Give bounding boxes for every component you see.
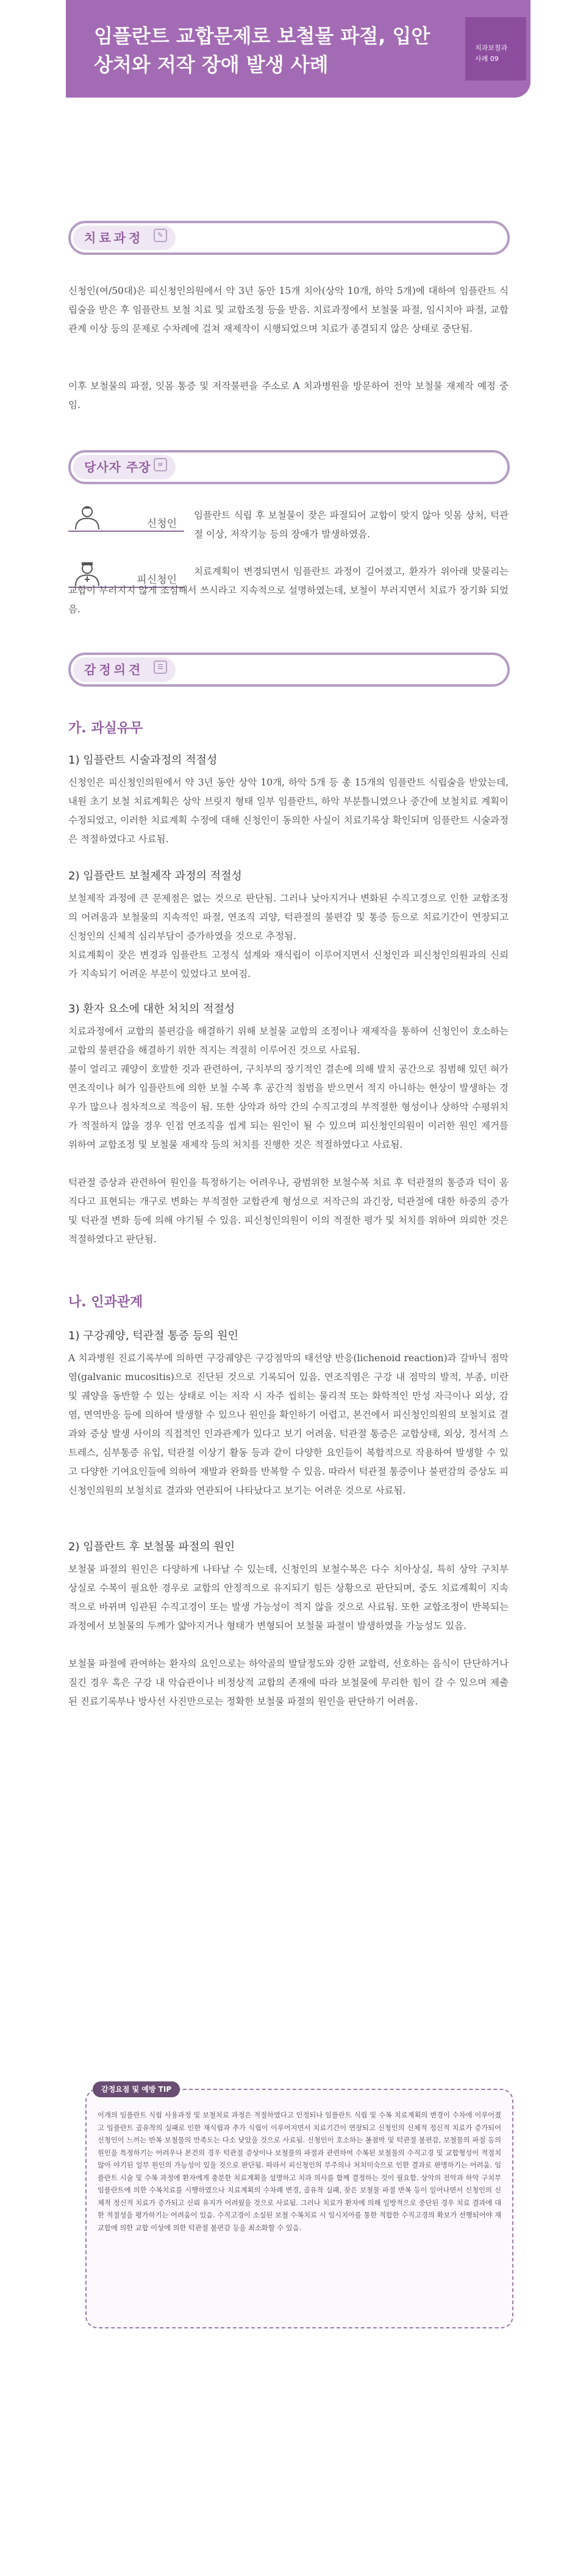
opinion-subheading: 1) 임플란트 시술과정의 적절성 — [68, 754, 218, 767]
applicant-claim: 임플란트 식립 후 보철물이 잦은 파절되어 교합이 맞지 않아 잇몸 상처, 턱관절 이상, 저작기능 등의 장애가 발생하였음. — [194, 510, 509, 540]
opinion-paragraph: 보철물 파절의 원인은 다양하게 나타날 수 있는데, 신청인의 보철수복은 다수 치아상실, 특히 상악 구치부 상실로 수복이 필요한 경우로 교합의 안정적으로 유지되기 힘든 상황으로 판단되며, 중도 치료계획이 지속적으로 바뀌며 임관된 수직고경이 또는 발생 가능성이 적지 않을 것으로 사료됨. 또한 교합조정이 반복되는 과정에서 보철물의 두께가 얇아지거나 형태가 변형되어 보철물 파절이 발생하였을 가능성도 있음. — [68, 1564, 509, 1631]
section-header-opinion — [68, 653, 510, 687]
respondent-claim: 치료계획이 변경되면서 임플란트 과정이 길어졌고, 환자가 위아래 맞물리는 교합이 부러지지 않게 조심해서 쓰시라고 지속적으로 설명하였는데, 보철이 부러지면서 치료가 장기화 되었음. — [68, 566, 509, 615]
chat-icon: ✎ — [154, 229, 167, 242]
document-icon: ≡ — [154, 458, 167, 471]
section-title: 감정의견 — [84, 662, 144, 677]
opinion-paragraph: 신청인은 피신청인의원에서 약 3년 동안 상악 10개, 하악 5개 등 총 15개의 임플란트 식립술을 받았는데, 내원 초기 보철 치료계획은 상악 브릿지 형태 일부 임플란트, 하악 부분틀니였으나 중간에 보철치료 계획이 수정되었고, 이러한 치료계획 수정에 대해 신청인이 동의한 사실이 치료기록상 확인되며 임플란트 시술과정은 적절하였다고 사료됨. — [68, 777, 509, 845]
opinion-paragraph: 치료과정에서 교합의 불편감을 해결하기 위해 보철물 교합의 조정이나 재제작을 통하여 신청인이 호소하는 교합의 불편감을 해결하기 위한 적지는 적절히 이루어진 것으로 사료됨. — [68, 1026, 509, 1056]
opinion-subheading: 2) 임플란트 후 보철물 파절의 원인 — [68, 1540, 235, 1553]
applicant-icon — [72, 505, 102, 531]
opinion-subheading: 2) 임플란트 보철제작 과정의 적절성 — [68, 870, 242, 882]
opinion-heading-na: 나. 인과관계 — [68, 1295, 143, 1310]
section-title: 치료과정 — [84, 231, 144, 245]
respondent-label: 피신청인 — [137, 574, 177, 586]
opinion-paragraph: 턱관절 증상과 관련하여 원인을 특정하기는 어려우나, 광범위한 보철수복 치료 후 턱관절의 통증과 턱이 움직다고 표현되는 개구로 변화는 부적절한 교합관계 형성으로 저작근의 과긴장, 턱관절에 대한 하중의 증가 및 턱관절 변화 등에 의해 야기될 수 있음. 피신청인의원이 이의 적절한 평가 및 처치를 위하여 의뢰한 것은 적절하였다고 판단됨. — [68, 1177, 509, 1245]
page-title: 임플란트 교합문제로 보철물 파절, 입안 상처와 저작 장애 발생 사례 — [94, 24, 430, 76]
case-number: 사례 09 — [475, 55, 499, 63]
tip-box — [85, 2085, 513, 2328]
divider — [68, 531, 184, 532]
list-icon: ☰ — [154, 660, 167, 674]
section-header-claims — [68, 450, 510, 484]
opinion-paragraph: 불이 얼리고 궤양이 호발한 것과 관련하여, 구치부의 장기적인 결손에 의해 발치 공간으로 침범해 있던 혀가 연조직이나 혀가 임플란트에 의한 보철 수복 후 공간적 침범을 받으면서 적지 아니하는 현상이 발생하는 경우가 많으나 점차적으로 적응이 됨. 또한 상악과 하악 간의 수직고경의 부적절한 형성이나 상하악 수평위치가 적절하지 않을 경우 인접 연조직을 씹게 되는 원인이 될 수 있으며 피신청인의원이 이러한 원인 제거를 위하여 교합조정 및 보철물 재제작 등의 처치를 진행한 것은 적절하였다고 사료됨. — [68, 1064, 509, 1150]
opinion-paragraph: 치료계획이 잦은 변경과 임플란트 고정식 설계와 재식립이 이루어지면서 신청인과 피신청인의원과의 신뢰가 지속되기 어려운 부분이 있었다고 보여짐. — [68, 950, 509, 979]
treatment-paragraph-2: 이후 보철물의 파절, 잇몸 통증 및 저작불편을 주소로 A 치과병원을 방문하여 전악 보철물 재제작 예정 중임. — [68, 381, 509, 410]
header-banner — [66, 0, 530, 98]
opinion-paragraph: 보철제작 과정에 큰 문제점은 없는 것으로 판단됨. 그러나 낮아지거나 변화된 수직고경으로 인한 교합조정의 어려움과 보철물의 지속적인 파절, 연조직 괴양, 턱관절의 불편감 및 통증 등으로 치료기간이 연장되고 신청인의 신체적 심리부담이 증가하였을 것으로 추정됨. — [68, 893, 509, 942]
tip-text: 이개의 임플란트 식립 사용과정 및 보철치료 과정은 적절하였다고 인정되나 임플란트 식립 및 수복 치료계획의 변경이 수차에 이루어졌고 임플란트 골유착의 실패로 인한 재식립과 추가 식립이 이루어지면서 치료기간이 연장되고 신청인의 신체적 정신적 치료가 증가되어 신청인이 느끼는 반복 보철물의 만족도는 다소 낮았을 것으로 사료됨. 신청인이 호소하는 볼점막 및 턱관절 불편감, 보철물의 파절 등의 원인을 특정하기는 어려우나 본건의 경우 턱관절 증상이나 보철물의 파절과 관련하여 수복된 보철물의 수직고경 및 교합형성이 적절치 않아 야기된 일부 원인의 가능성이 있을 것으로 판단됨. 따라서 피신청인의 부주의나 처치미숙으로 인한 결과로 판명하기는 어려움. 임플란트 시술 및 수복 과정에 환자에게 충분한 치료계획을 설명하고 치과 의사를 함께 결정하는 것이 필요함. 상악의 전악과 하악 구치부 임플란트에 의한 수복치료를 시행하였으나 치료계획의 수차례 변경, 골유착 실패, 잦은 보철물 파절 반복 등이 일어나면서 신청인의 신체적 정신적 치료가 증가되고 신뢰 유지가 어려웠을 것으로 사료됨. 그러나 치료가 환자에 의해 일방적으로 중단된 경우 치료 결과에 대한 적절성을 평가하기는 어려움이 있음. 수직고경이 소실된 보철 수복치료 시 임시치아를 통한 적합한 수직고경의 확보가 선행되어야 재교합에 의한 교합 이상에 의한 턱관절 불편감 등을 최소화할 수 있음. — [98, 2111, 501, 2232]
applicant-label: 신청인 — [146, 518, 177, 530]
opinion-subheading: 1) 구강궤양, 턱관절 통증 등의 원인 — [68, 1329, 238, 1342]
category-label: 치과보철과 — [475, 44, 508, 52]
opinion-subheading: 3) 환자 요소에 대한 처치의 적절성 — [68, 1003, 235, 1015]
opinion-paragraph: A 치과병원 진료기록부에 의하면 구강궤양은 구강점막의 태선양 반응(lichenoid reaction)과 갈바닉 점막염(galvanic mucositis)으로 진단된 것으로 기록되어 있음. 연조직염은 구강 내 점막의 발적, 부종, 미란 및 궤양을 동반할 수 있는 상태로 이는 저작 시 자주 씹히는 물리적 또는 화학적인 만성 자극이나 외상, 감염, 면역반응 등에 의하여 발생할 수 있으나 원인을 확인하기 어렵고, 본건에서 피신청인의원의 보철치료 결과와 증상 발생 사이의 직접적인 인과관계가 있다고 보기 어려움. 턱관절 통증은 교합상태, 외상, 정서적 스트레스, 심부통증 유입, 턱관절 이상기 활동 등과 같이 다양한 요인들이 복합적으로 작용하여 발생할 수 있고 다양한 기여요인들에 의하여 재발과 완화를 반복할 수 있음. 따라서 턱관절 통증이나 불편감의 증상도 피신청인의원의 보철치료 결과와 연관되어 나타났다고 보기는 어려운 것으로 사료됨. — [68, 1353, 509, 1496]
opinion-heading-ga: 가. 과실유무 — [68, 721, 143, 736]
tip-tag: 감정요점 및 예방 TIP — [93, 2081, 180, 2097]
section-header-treatment — [68, 221, 510, 255]
opinion-paragraph: 보철물 파절에 관여하는 환자의 요인으로는 하악골의 발달정도와 강한 교합력, 선호하는 음식이 단단하거나 질긴 경우 혹은 구강 내 악습관이나 비정상적 교합의 존재에 따라 보철물에 무리한 힘이 갈 수 있으며 제출된 진료기록부나 방사선 사진만으로는 정확한 보철물 파절의 원인을 판단하기 어려움. — [68, 1658, 509, 1707]
treatment-paragraph-1: 신청인(여/50대)은 피신청인의원에서 약 3년 동안 15개 치아(상악 10개, 하악 5개)에 대하여 임플란트 식립술을 받은 후 임플란트 보철 치료 및 교합조정 등을 받음. 치료과정에서 보철물 파절, 임시치아 파절, 교합관계 이상 등의 문제로 수차례에 걸쳐 재제작이 시행되었으며 치료가 종결되지 않은 상태로 중단됨. — [68, 285, 509, 334]
section-title: 당사자 주장 — [84, 460, 151, 474]
category-tab — [465, 17, 526, 80]
